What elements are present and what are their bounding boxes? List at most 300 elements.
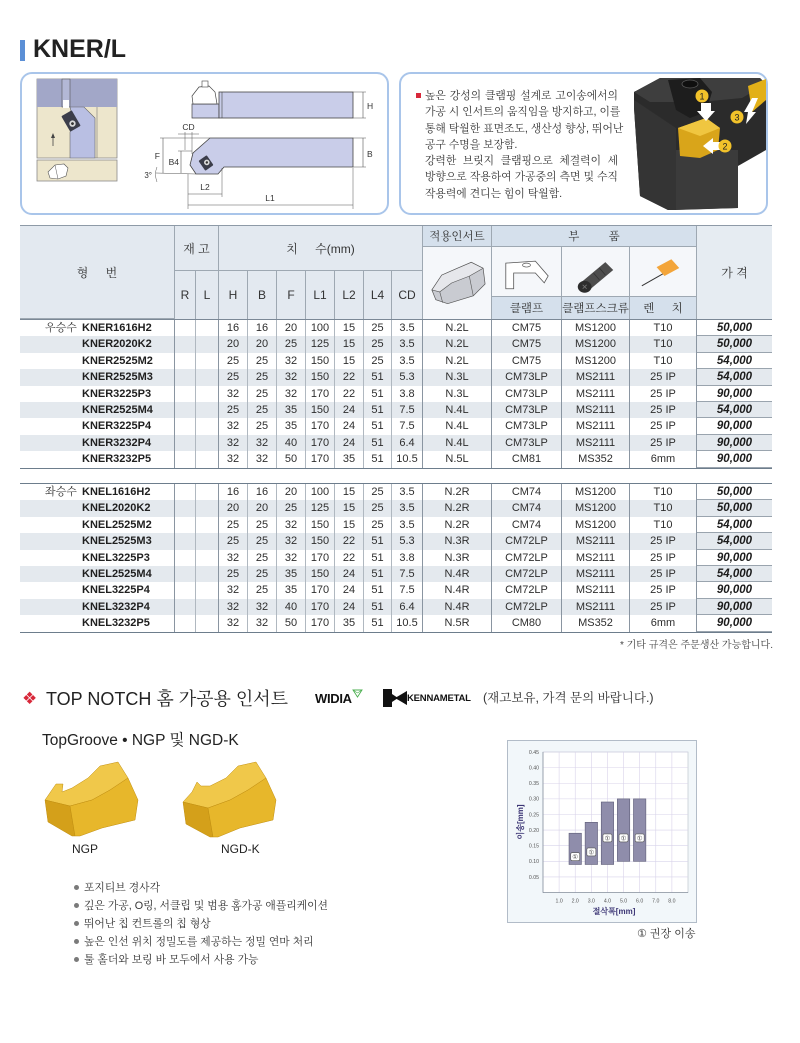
cell-stock-r (175, 517, 196, 533)
cell-cd: 3.8 (392, 386, 423, 402)
header-col-wrench-label: 렌 치 (643, 303, 683, 315)
cell-b: 25 (248, 402, 277, 418)
cell-l4: 51 (364, 615, 392, 631)
cell-f: 50 (277, 615, 306, 631)
model-number: KNER3232P4 (82, 436, 152, 449)
cell-h: 32 (219, 386, 248, 402)
cell-f: 25 (277, 500, 306, 516)
kennametal-logo: KENNAMETAL (407, 693, 471, 704)
cell-cd: 3.5 (392, 353, 423, 369)
cell-stock-r (175, 402, 196, 418)
cell-model (20, 435, 175, 451)
cell-l1: 170 (306, 386, 335, 402)
cell-screw: MS2111 (562, 369, 630, 385)
cell-l2: 15 (335, 500, 364, 516)
cell-l1: 125 (306, 500, 335, 516)
plot-area (543, 752, 688, 893)
cell-f: 35 (277, 418, 306, 434)
cell-clamp: CM75 (492, 353, 562, 369)
cell-b: 32 (248, 451, 277, 467)
cell-b: 25 (248, 566, 277, 582)
model-number: KNEL3232P4 (82, 600, 150, 613)
list-item (74, 933, 328, 951)
cell-clamp: CM81 (492, 451, 562, 467)
page-title: KNER/L (33, 35, 127, 63)
cell-l4: 25 (364, 336, 392, 352)
side-view-drawing (144, 122, 373, 209)
header-col-wrench (630, 297, 697, 319)
cell-h: 32 (219, 599, 248, 615)
cell-wrench: 25 IP (630, 550, 697, 566)
cell-l4: 51 (364, 599, 392, 615)
header-col-l1: L1 (306, 271, 335, 319)
cell-l1: 170 (306, 451, 335, 467)
cell-cd: 3.5 (392, 336, 423, 352)
cell-cd: 3.5 (392, 484, 423, 500)
feature-line: 강력한 브릿지 클램핑으로 체결력이 세 (425, 155, 618, 168)
cell-price: 54,000 (697, 566, 772, 582)
cell-l2: 22 (335, 386, 364, 402)
cell-cd: 6.4 (392, 599, 423, 615)
model-number: KNER3225P4 (82, 420, 152, 433)
cell-clamp: CM73LP (492, 386, 562, 402)
cell-h: 32 (219, 435, 248, 451)
header-col-l2: L2 (335, 271, 364, 319)
cell-clamp: CM75 (492, 336, 562, 352)
section-label: 좌승수 (45, 486, 77, 498)
cell-stock-l (196, 599, 219, 615)
cell-h: 20 (219, 336, 248, 352)
cell-wrench: T10 (630, 484, 697, 500)
cell-screw: MS1200 (562, 500, 630, 516)
cell-insert: N.4R (423, 599, 492, 615)
cell-screw: MS352 (562, 615, 630, 631)
cell-b: 25 (248, 533, 277, 549)
cell-wrench: 25 IP (630, 402, 697, 418)
cell-cd: 7.5 (392, 566, 423, 582)
cell-screw: MS1200 (562, 320, 630, 336)
cell-f: 20 (277, 484, 306, 500)
table-row (20, 353, 772, 369)
cell-l1: 170 (306, 435, 335, 451)
cell-insert: N.2R (423, 500, 492, 516)
feed-range-bar (633, 799, 645, 861)
feature-line: 통해 탁월한 표면조도, 생산성 향상, 뛰어난 (425, 122, 624, 135)
cell-l2: 35 (335, 615, 364, 631)
model-number: KNEL3225P3 (82, 551, 150, 564)
cell-l4: 51 (364, 435, 392, 451)
cell-l1: 150 (306, 566, 335, 582)
cell-stock-r (175, 500, 196, 516)
cell-insert: N.4R (423, 566, 492, 582)
dimension-drawing (20, 72, 389, 215)
cell-stock-l (196, 550, 219, 566)
cell-model (20, 402, 175, 418)
cell-insert: N.2L (423, 353, 492, 369)
cell-h: 25 (219, 533, 248, 549)
recommended-feed-marker-label: ① (620, 834, 627, 843)
cell-insert: N.4L (423, 435, 492, 451)
model-number: KNEL2525M3 (82, 535, 152, 548)
cell-screw: MS2111 (562, 533, 630, 549)
cell-price: 90,000 (697, 451, 772, 467)
cell-b: 32 (248, 435, 277, 451)
y-tick-label: 0.10 (528, 859, 539, 866)
table-row (20, 320, 772, 336)
cell-h: 32 (219, 615, 248, 631)
cell-l4: 25 (364, 500, 392, 516)
list-item (74, 915, 328, 933)
cell-l4: 51 (364, 402, 392, 418)
feature-description (425, 88, 624, 202)
cell-screw: MS2111 (562, 418, 630, 434)
cell-h: 32 (219, 418, 248, 434)
cell-screw: MS2111 (562, 386, 630, 402)
cell-l4: 51 (364, 550, 392, 566)
cell-model (20, 336, 175, 352)
cell-insert: N.2R (423, 517, 492, 533)
cell-b: 25 (248, 550, 277, 566)
cell-h: 25 (219, 402, 248, 418)
cell-l4: 51 (364, 582, 392, 598)
cell-f: 35 (277, 582, 306, 598)
cell-clamp: CM72LP (492, 533, 562, 549)
cell-b: 25 (248, 517, 277, 533)
list-item-text: 높은 인선 위치 정밀도를 제공하는 정밀 연마 처리 (84, 936, 314, 948)
cell-screw: MS1200 (562, 353, 630, 369)
y-tick-label: 0.25 (528, 812, 539, 819)
dim-label-angle: 3° (144, 171, 152, 180)
cell-model (20, 484, 175, 500)
cell-clamp: CM73LP (492, 435, 562, 451)
cell-l2: 22 (335, 550, 364, 566)
cell-l4: 25 (364, 353, 392, 369)
list-item (74, 879, 328, 897)
cell-l4: 51 (364, 418, 392, 434)
model-number: KNEL2525M4 (82, 567, 152, 580)
cell-insert: N.2L (423, 320, 492, 336)
table-row (20, 451, 772, 467)
feature-line: 방향으로 작용하여 가공중의 측면 및 수직 (425, 171, 618, 184)
y-tick-label: 0.45 (528, 749, 539, 756)
cell-stock-l (196, 615, 219, 631)
cell-stock-l (196, 418, 219, 434)
model-number: KNER2525M4 (82, 403, 153, 416)
table-row (20, 369, 772, 385)
cell-b: 32 (248, 615, 277, 631)
cell-wrench: T10 (630, 353, 697, 369)
cell-stock-l (196, 582, 219, 598)
cell-stock-l (196, 320, 219, 336)
clamp-icon (492, 247, 561, 297)
cell-l1: 150 (306, 353, 335, 369)
cell-cd: 10.5 (392, 451, 423, 467)
cell-model (20, 353, 175, 369)
cell-cd: 5.3 (392, 533, 423, 549)
model-number: KNEL3232P5 (82, 617, 150, 630)
table-row (20, 599, 772, 615)
cell-l2: 24 (335, 435, 364, 451)
cell-wrench: 25 IP (630, 369, 697, 385)
cell-clamp: CM80 (492, 615, 562, 631)
cell-l4: 25 (364, 320, 392, 336)
y-tick-label: 0.20 (528, 827, 539, 834)
header-model (20, 226, 175, 319)
cell-wrench: 25 IP (630, 435, 697, 451)
list-item-text: 포지티브 경사각 (84, 882, 161, 894)
cell-l1: 170 (306, 550, 335, 566)
cell-b: 25 (248, 369, 277, 385)
cell-l1: 170 (306, 615, 335, 631)
model-number: KNER2525M2 (82, 354, 153, 367)
table-row (20, 615, 772, 631)
feed-range-bar (601, 802, 613, 864)
cell-wrench: 25 IP (630, 418, 697, 434)
cell-l2: 24 (335, 418, 364, 434)
cell-model (20, 615, 175, 631)
cell-l1: 125 (306, 336, 335, 352)
cell-price: 54,000 (697, 517, 772, 533)
x-tick-label: 6.0 (636, 898, 644, 905)
cell-stock-l (196, 484, 219, 500)
cell-model (20, 418, 175, 434)
cell-cd: 7.5 (392, 582, 423, 598)
table-row (20, 386, 772, 402)
header-col-clamp: 클램프 (492, 297, 562, 319)
cell-cd: 5.3 (392, 369, 423, 385)
cell-screw: MS1200 (562, 517, 630, 533)
cell-b: 25 (248, 418, 277, 434)
cell-screw: MS2111 (562, 550, 630, 566)
list-item-text: 깊은 가공, O링, 서클립 및 범용 홈가공 애플리케이션 (84, 900, 328, 912)
header-parts (492, 226, 697, 247)
cell-screw: MS2111 (562, 435, 630, 451)
cell-screw: MS2111 (562, 599, 630, 615)
title-accent-bar (20, 40, 25, 61)
header-col-l: L (196, 271, 219, 319)
model-number: KNER3232P5 (82, 453, 152, 466)
cell-clamp: CM72LP (492, 566, 562, 582)
cell-h: 16 (219, 484, 248, 500)
list-item-text: 툴 홀더와 보링 바 모두에서 사용 가능 (84, 954, 259, 966)
cell-price: 54,000 (697, 402, 772, 418)
cell-stock-l (196, 369, 219, 385)
cell-l4: 51 (364, 369, 392, 385)
y-tick-label: 0.40 (528, 765, 539, 772)
cell-model (20, 451, 175, 467)
cell-l2: 22 (335, 533, 364, 549)
cell-b: 25 (248, 582, 277, 598)
cell-wrench: 6mm (630, 615, 697, 631)
cell-l1: 150 (306, 369, 335, 385)
model-number: KNER3225P3 (82, 387, 152, 400)
cell-screw: MS1200 (562, 484, 630, 500)
header-col-l4: L4 (364, 271, 392, 319)
cell-cd: 7.5 (392, 418, 423, 434)
cell-price: 54,000 (697, 533, 772, 549)
cell-clamp: CM73LP (492, 369, 562, 385)
cell-clamp: CM72LP (492, 599, 562, 615)
cell-stock-l (196, 402, 219, 418)
feature-bullet-list (74, 879, 328, 969)
cell-wrench: 25 IP (630, 582, 697, 598)
cell-stock-r (175, 435, 196, 451)
cell-stock-l (196, 533, 219, 549)
cell-model (20, 386, 175, 402)
header-screw-image (562, 247, 630, 297)
cell-model (20, 320, 175, 336)
feature-line: 공구 수명을 보장함. (425, 138, 518, 151)
bullet-dot-icon (74, 921, 79, 926)
cell-stock-r (175, 615, 196, 631)
recommended-feed-marker-label: ① (588, 848, 595, 857)
feature-line: 높은 강성의 클램핑 설계로 고이송에서의 (425, 90, 618, 102)
header-stock-label: 재 고 (183, 241, 210, 256)
dim-label-cd: CD (182, 122, 195, 132)
cell-insert: N.4L (423, 418, 492, 434)
cell-wrench: 25 IP (630, 533, 697, 549)
cell-stock-l (196, 386, 219, 402)
cell-stock-r (175, 550, 196, 566)
cell-stock-l (196, 500, 219, 516)
cell-screw: MS2111 (562, 566, 630, 582)
cell-cd: 3.5 (392, 320, 423, 336)
cell-insert: N.3L (423, 386, 492, 402)
header-insert-image (423, 247, 492, 319)
dim-label-b4: B4 (168, 157, 179, 167)
cell-l1: 170 (306, 582, 335, 598)
y-axis-label: 이송[mm] (516, 804, 525, 840)
cell-b: 25 (248, 386, 277, 402)
list-item-text: 뛰어난 칩 컨트롤의 칩 형상 (84, 918, 211, 930)
header-stock (175, 226, 219, 271)
cell-l4: 25 (364, 484, 392, 500)
cell-l4: 51 (364, 566, 392, 582)
table-section-right-hand (20, 320, 772, 469)
cell-stock-l (196, 517, 219, 533)
dim-label-b: B (367, 149, 373, 159)
tool-holder-photo (620, 74, 767, 213)
cell-h: 20 (219, 500, 248, 516)
x-tick-label: 5.0 (619, 898, 628, 905)
marker-label: 2 (722, 141, 728, 152)
cell-clamp: CM72LP (492, 582, 562, 598)
cell-model (20, 582, 175, 598)
recommended-feed-marker-label: ① (572, 853, 579, 862)
cell-h: 32 (219, 582, 248, 598)
bullet-dot-icon (74, 885, 79, 890)
cell-model (20, 533, 175, 549)
cell-stock-r (175, 418, 196, 434)
marker-label: 3 (734, 112, 740, 123)
x-tick-label: 1.0 (555, 898, 563, 905)
cell-l2: 15 (335, 353, 364, 369)
cell-clamp: CM74 (492, 484, 562, 500)
model-number: KNER1616H2 (82, 322, 152, 334)
header-parts-label: 부 품 (568, 231, 620, 243)
cell-f: 20 (277, 320, 306, 336)
header-col-h: H (219, 271, 248, 319)
cell-insert: N.3R (423, 533, 492, 549)
x-tick-label: 8.0 (668, 898, 676, 905)
cell-insert: N.5L (423, 451, 492, 467)
ngp-label: NGP (72, 842, 99, 856)
cell-l4: 51 (364, 451, 392, 467)
table-row (20, 500, 772, 516)
cell-cd: 10.5 (392, 615, 423, 631)
cell-f: 35 (277, 566, 306, 582)
header-col-r: R (175, 271, 196, 319)
cell-l2: 15 (335, 484, 364, 500)
recommended-feed-marker-label: ① (604, 834, 611, 843)
table-row (20, 402, 772, 418)
cell-clamp: CM73LP (492, 402, 562, 418)
cell-b: 16 (248, 484, 277, 500)
stock-inquiry-note: (재고보유, 가격 문의 바랍니다.) (483, 691, 654, 705)
cell-b: 32 (248, 599, 277, 615)
cell-stock-r (175, 582, 196, 598)
list-item (74, 897, 328, 915)
cell-f: 40 (277, 435, 306, 451)
table-row (20, 582, 772, 598)
bullet-dot-icon (74, 957, 79, 962)
header-insert: 적용인서트 (423, 226, 492, 247)
cell-stock-r (175, 386, 196, 402)
header-price: 가 격 (697, 226, 772, 319)
x-tick-label: 2.0 (571, 898, 579, 905)
cell-wrench: T10 (630, 320, 697, 336)
cell-model (20, 500, 175, 516)
cell-price: 90,000 (697, 435, 772, 451)
cell-f: 32 (277, 386, 306, 402)
cell-stock-r (175, 533, 196, 549)
y-tick-label: 0.15 (528, 843, 539, 850)
cell-f: 32 (277, 353, 306, 369)
cell-stock-l (196, 566, 219, 582)
model-number: KNEL3225P4 (82, 584, 150, 597)
cell-price: 50,000 (697, 500, 772, 516)
cell-price: 90,000 (697, 550, 772, 566)
table-row (20, 517, 772, 533)
recommended-feed-marker-label: ① (636, 834, 643, 843)
model-number: KNER2525M3 (82, 371, 153, 384)
cell-l1: 150 (306, 517, 335, 533)
cell-stock-r (175, 451, 196, 467)
cell-screw: MS2111 (562, 402, 630, 418)
cell-price: 50,000 (697, 320, 772, 336)
cell-b: 20 (248, 500, 277, 516)
cell-f: 35 (277, 402, 306, 418)
x-tick-label: 3.0 (587, 898, 595, 905)
cell-wrench: 25 IP (630, 386, 697, 402)
dim-label-l2: L2 (200, 182, 210, 192)
header-col-b: B (248, 271, 277, 319)
cell-wrench: T10 (630, 517, 697, 533)
header-dimensions (219, 226, 423, 271)
cell-stock-r (175, 484, 196, 500)
y-tick-label: 0.35 (528, 781, 539, 788)
cell-stock-r (175, 369, 196, 385)
cell-l2: 15 (335, 517, 364, 533)
cell-f: 32 (277, 550, 306, 566)
cell-wrench: 25 IP (630, 566, 697, 582)
cell-cd: 6.4 (392, 435, 423, 451)
feature-line: 가공 시 인서트의 움직임을 방지하고, 이를 (425, 106, 621, 119)
bullet-dot-icon (74, 939, 79, 944)
header-wrench-image (630, 247, 697, 297)
model-number: KNER2020K2 (82, 338, 152, 351)
cell-stock-r (175, 599, 196, 615)
